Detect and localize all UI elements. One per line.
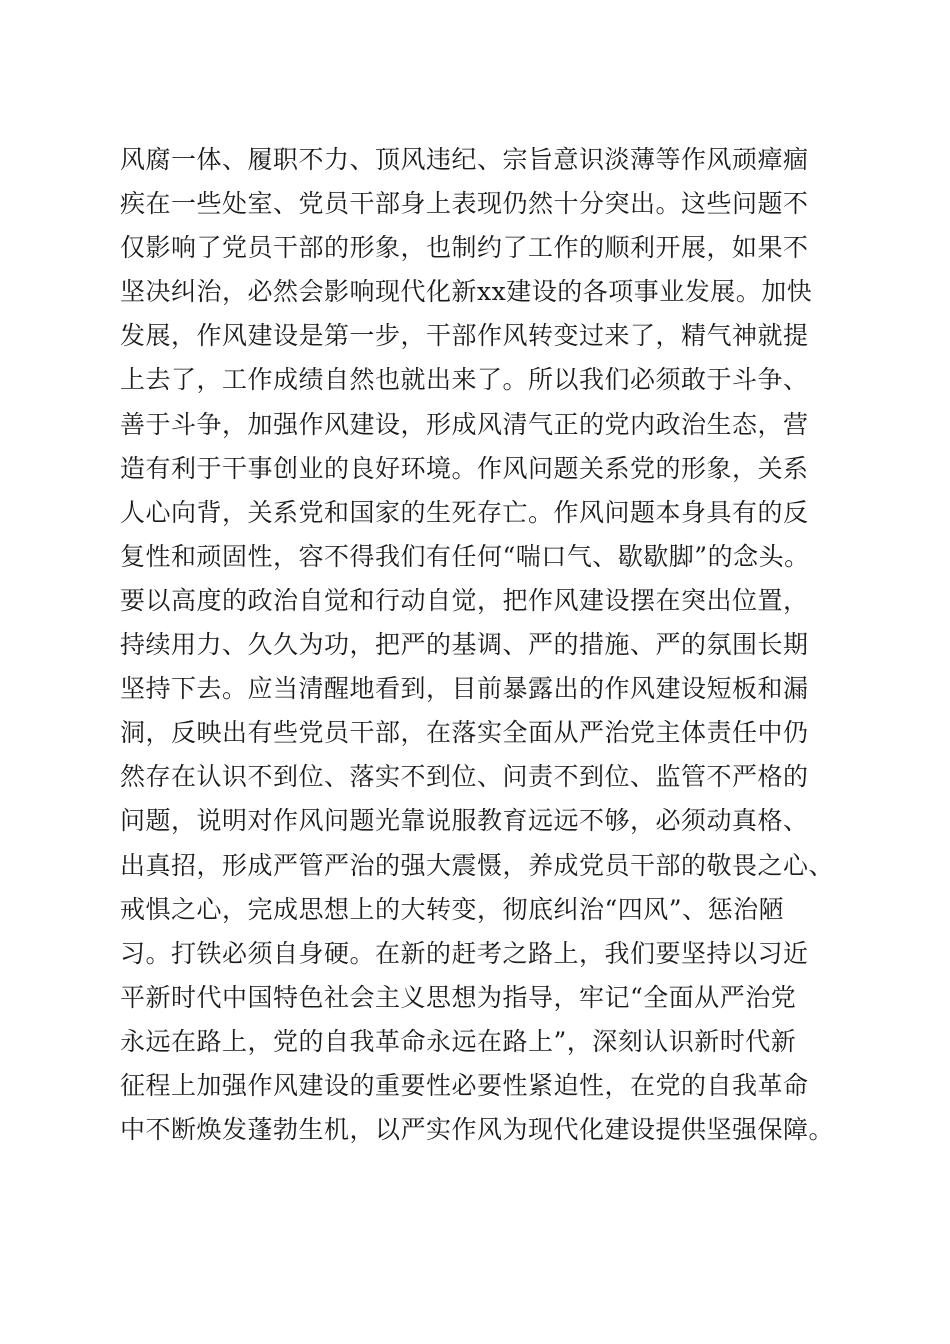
text-line: 洞，反映出有些党员干部，在落实全面从严治党主体责任中仍 (120, 718, 809, 748)
text-line: 持续用力、久久为功，把严的基调、严的措施、严的氛围长期 (120, 630, 809, 660)
text-line: 永远在路上，党的自我革命永远在路上”，深刻认识新时代新 (120, 1026, 797, 1056)
text-line: 要以高度的政治自觉和行动自觉，把作风建设摆在突出位置， (120, 585, 809, 615)
text-line: 人心向背，关系党和国家的生死存亡。作风问题本身具有的反 (120, 497, 809, 527)
text-line: 中不断焕发蓬勃生机，以严实作风为现代化建设提供坚强保障。 (120, 1115, 835, 1145)
text-line: 疾在一些处室、党员干部身上表现仍然十分突出。这些问题不 (120, 189, 809, 219)
text-line: 造有利于干事创业的良好环境。作风问题关系党的形象，关系 (120, 453, 809, 483)
text-line: 坚持下去。应当清醒地看到，目前暴露出的作风建设短板和漏 (120, 674, 809, 704)
text-line: 征程上加强作风建设的重要性必要性紧迫性，在党的自我革命 (120, 1070, 809, 1100)
text-line: 习。打铁必须自身硬。在新的赶考之路上，我们要坚持以习近 (120, 938, 809, 968)
text-line: 风腐一体、履职不力、顶风违纪、宗旨意识淡薄等作风顽瘴痼 (120, 145, 809, 174)
text-line: 善于斗争，加强作风建设，形成风清气正的党内政治生态，营 (120, 409, 809, 439)
text-line: 戒惧之心，完成思想上的大转变，彻底纠治“四风”、惩治陋 (120, 894, 785, 924)
text-line: 仅影响了党员干部的形象，也制约了工作的顺利开展，如果不 (120, 233, 809, 263)
text-line: 然存在认识不到位、落实不到位、问责不到位、监管不严格的 (120, 762, 809, 792)
text-line: 发展，作风建设是第一步，干部作风转变过来了，精气神就提 (120, 321, 809, 351)
text-line: 出真招，形成严管严治的强大震慑，养成党员干部的敬畏之心、 (120, 850, 835, 880)
text-line: 问题，说明对作风问题光靠说服教育远远不够，必须动真格、 (120, 806, 809, 836)
text-line: 坚决纠治，必然会影响现代化新xx建设的各项事业发展。加快 (120, 277, 813, 307)
text-line: 上去了，工作成绩自然也就出来了。所以我们必须敢于斗争、 (120, 365, 809, 395)
text-line: 复性和顽固性，容不得我们有任何“喘口气、歇歇脚”的念头。 (120, 541, 810, 571)
body-paragraph (120, 138, 840, 1152)
text-line: 平新时代中国特色社会主义思想为指导，牢记“全面从严治党 (120, 982, 797, 1012)
